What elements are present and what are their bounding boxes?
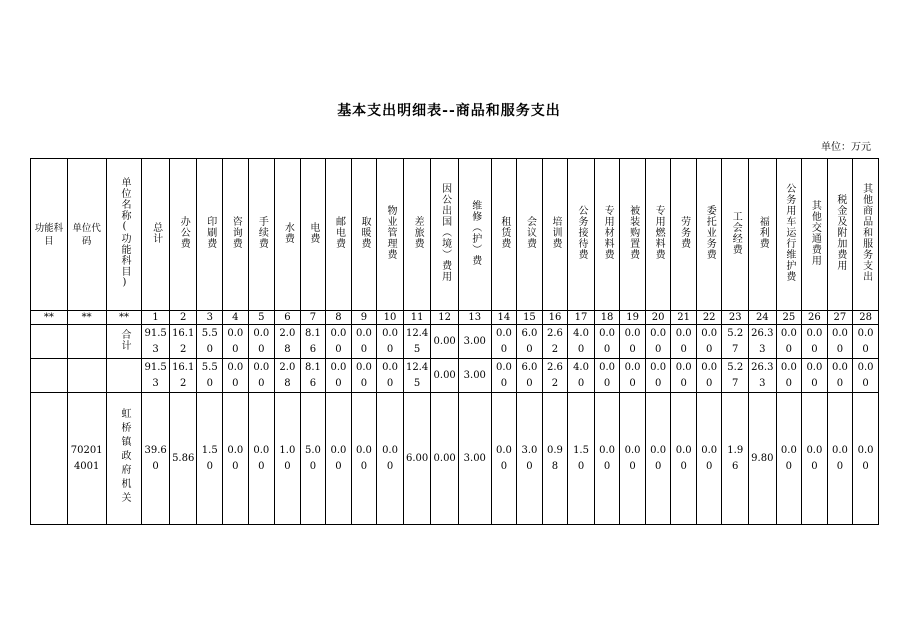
table-cell	[458, 359, 491, 393]
table-cell	[169, 393, 197, 525]
cell-value: 4.00	[573, 361, 589, 389]
cell-value: 0.00	[650, 327, 667, 355]
cell-value: 0.00	[624, 444, 641, 472]
column-header	[142, 159, 170, 311]
column-header-label: 物业管理费	[385, 205, 397, 260]
cell-value: 0.00	[624, 361, 641, 389]
table-row	[31, 359, 879, 393]
cell-value: 0.00	[857, 361, 874, 389]
cell-value: 3.00	[463, 335, 486, 347]
column-header	[458, 159, 491, 311]
table-cell	[326, 359, 352, 393]
cell-value: 5.50	[201, 361, 218, 389]
table-header-row	[31, 159, 879, 311]
table-cell	[67, 359, 106, 393]
column-index-cell: 8	[326, 311, 352, 325]
table-cell	[491, 393, 517, 525]
cell-value: 1.50	[201, 444, 218, 472]
column-header-label: 其他交通费用	[809, 199, 821, 266]
cell-value: 39.60	[144, 444, 167, 472]
column-index-cell: 15	[517, 311, 543, 325]
table-cell	[223, 359, 249, 393]
table-cell	[671, 325, 697, 359]
cell-value: 2.08	[279, 361, 296, 389]
column-header	[776, 159, 802, 311]
table-cell	[749, 359, 777, 393]
column-index-cell: 13	[458, 311, 491, 325]
table-cell	[142, 359, 170, 393]
cell-value: 0.00	[831, 327, 848, 355]
cell-value: 0.00	[806, 327, 823, 355]
table-cell	[645, 359, 671, 393]
table-cell	[248, 393, 275, 525]
table-cell	[568, 325, 595, 359]
column-index-cell: 19	[620, 311, 646, 325]
cell-value: 0.00	[330, 361, 347, 389]
cell-value: 6.00	[521, 361, 538, 389]
column-index-cell: 1	[142, 311, 170, 325]
table-cell	[594, 393, 620, 525]
table-cell	[620, 325, 646, 359]
column-index-cell: 27	[827, 311, 853, 325]
table-cell	[853, 359, 879, 393]
table-cell	[403, 393, 431, 525]
table-cell	[645, 393, 671, 525]
table-cell	[223, 325, 249, 359]
column-header	[671, 159, 697, 311]
cell-value: 0.00	[382, 444, 398, 472]
column-index-cell: 3	[197, 311, 223, 325]
table-cell	[275, 325, 301, 359]
table-cell	[517, 393, 543, 525]
column-header	[722, 159, 749, 311]
column-header	[853, 159, 879, 311]
column-header	[248, 159, 275, 311]
cell-value: 0.00	[356, 361, 372, 389]
column-header-label: 维修（护）费	[469, 199, 481, 266]
column-header-label: 专用材料费	[602, 205, 614, 260]
column-header-label: 公务接待费	[576, 205, 588, 260]
table-cell	[31, 393, 68, 525]
cell-value: 0.98	[547, 444, 563, 472]
table-cell	[326, 325, 352, 359]
cell-value: 0.00	[857, 327, 874, 355]
table-cell	[458, 393, 491, 525]
cell-value: 2.08	[279, 327, 296, 355]
cell-value: 2.62	[547, 361, 563, 389]
cell-value: 0.00	[806, 361, 823, 389]
column-header-label: 其他商品和服务支出	[860, 183, 872, 282]
column-header-label: 办公费	[178, 216, 190, 249]
table-cell	[594, 359, 620, 393]
table-cell	[517, 325, 543, 359]
column-header	[31, 159, 68, 311]
table-cell	[722, 325, 749, 359]
cell-value: 0.00	[831, 361, 848, 389]
table-cell	[169, 325, 197, 359]
table-cell	[722, 359, 749, 393]
cell-value: 0.00	[831, 444, 848, 472]
column-index-cell: 28	[853, 311, 879, 325]
column-index-row	[31, 311, 879, 325]
table-cell	[568, 359, 595, 393]
column-header	[568, 159, 595, 311]
cell-value: 0.00	[227, 361, 244, 389]
cell-value: 91.53	[144, 361, 167, 389]
cell-value: 0.00	[253, 444, 270, 472]
table-cell	[696, 359, 722, 393]
column-index-cell: 12	[431, 311, 459, 325]
page-title: 基本支出明细表--商品和服务支出	[337, 103, 561, 119]
table-cell	[431, 393, 459, 525]
column-header	[197, 159, 223, 311]
column-header-label: 电费	[307, 221, 319, 244]
column-index-cell: 7	[300, 311, 326, 325]
cell-value: 0.00	[857, 444, 874, 472]
cell-value: 12.45	[405, 361, 429, 389]
column-index-cell: **	[67, 311, 106, 325]
cell-value: 0.00	[701, 327, 718, 355]
cell-value: 0.00	[675, 327, 692, 355]
table-cell	[300, 359, 326, 393]
table-cell	[853, 325, 879, 359]
table-cell	[300, 393, 326, 525]
cell-value: 0.00	[780, 361, 797, 389]
cell-value: 5.86	[172, 452, 195, 464]
cell-value: 0.00	[382, 327, 398, 355]
column-index-cell: 22	[696, 311, 722, 325]
column-header	[645, 159, 671, 311]
table-cell	[776, 393, 802, 525]
cell-value: 6.00	[521, 327, 538, 355]
column-header-label: 专用燃料费	[653, 205, 665, 260]
column-index-cell: 21	[671, 311, 697, 325]
table-cell	[696, 325, 722, 359]
table-cell	[326, 393, 352, 525]
table-cell	[351, 325, 377, 359]
cell-value: 16.12	[172, 361, 195, 389]
cell-value: 5.27	[727, 361, 744, 389]
table-cell	[169, 359, 197, 393]
cell-value: 0.00	[780, 327, 797, 355]
column-index-cell: 16	[542, 311, 568, 325]
cell-value: 1.00	[279, 444, 296, 472]
table-cell	[106, 325, 142, 359]
cell-value: 1.50	[573, 444, 589, 472]
column-header	[275, 159, 301, 311]
cell-value: 5.27	[727, 327, 744, 355]
cell-value: 91.53	[144, 327, 167, 355]
table-cell	[517, 359, 543, 393]
table-cell	[275, 393, 301, 525]
cell-value: 合计	[118, 328, 130, 351]
table-cell	[645, 325, 671, 359]
cell-value: 0.00	[330, 327, 347, 355]
column-index-cell: 6	[275, 311, 301, 325]
cell-value: 3.00	[463, 452, 486, 464]
table-cell	[377, 325, 404, 359]
cell-value: 1.96	[727, 444, 744, 472]
column-header	[326, 159, 352, 311]
cell-value: 12.45	[405, 327, 429, 355]
table-cell	[827, 359, 853, 393]
table-cell	[197, 359, 223, 393]
table-cell	[106, 359, 142, 393]
table-cell	[431, 359, 459, 393]
column-header	[696, 159, 722, 311]
column-header-label: 被装购置费	[627, 205, 639, 260]
cell-value: 0.00	[253, 361, 270, 389]
column-index-cell: 4	[223, 311, 249, 325]
table-cell	[458, 325, 491, 359]
cell-value: 0.00	[624, 327, 641, 355]
table-cell	[749, 325, 777, 359]
column-header-label: 福利费	[757, 216, 769, 249]
table-cell	[853, 393, 879, 525]
cell-value: 0.00	[433, 452, 456, 464]
table-cell	[620, 393, 646, 525]
column-header	[169, 159, 197, 311]
cell-value: 5.00	[304, 444, 321, 472]
table-cell	[223, 393, 249, 525]
column-header	[827, 159, 853, 311]
table-cell	[142, 325, 170, 359]
cell-value: 0.00	[356, 444, 372, 472]
column-index-cell: 26	[802, 311, 828, 325]
table-cell	[722, 393, 749, 525]
cell-value: 0.00	[650, 444, 667, 472]
table-cell	[403, 325, 431, 359]
column-index-cell: 24	[749, 311, 777, 325]
table-cell	[275, 359, 301, 393]
table-cell	[351, 359, 377, 393]
cell-value: 8.16	[304, 361, 321, 389]
column-header-label: 水费	[282, 221, 294, 244]
table-cell	[827, 393, 853, 525]
table-cell	[403, 359, 431, 393]
table-cell	[491, 325, 517, 359]
table-cell	[248, 359, 275, 393]
column-header	[106, 159, 142, 311]
table-cell	[776, 325, 802, 359]
column-header-label: 税金及附加费用	[834, 194, 846, 271]
cell-value: 0.00	[495, 361, 512, 389]
column-header-label: 功能科目	[34, 222, 64, 247]
column-header-label: 因公出国（境）费用	[439, 183, 451, 282]
cell-value: 0.00	[701, 361, 718, 389]
table-cell	[351, 393, 377, 525]
table-cell	[802, 359, 828, 393]
cell-value: 0.00	[495, 327, 512, 355]
table-cell	[300, 325, 326, 359]
table-cell	[67, 393, 106, 525]
column-index-cell: 20	[645, 311, 671, 325]
expense-detail-table	[30, 158, 879, 525]
table-cell	[431, 325, 459, 359]
column-header-label: 会议费	[524, 216, 536, 249]
cell-value: 0.00	[330, 444, 347, 472]
table-cell	[620, 359, 646, 393]
cell-value: 4.00	[573, 327, 589, 355]
column-header-label: 取暖费	[358, 216, 370, 249]
cell-value: 9.80	[751, 452, 774, 464]
column-header	[377, 159, 404, 311]
column-header	[749, 159, 777, 311]
cell-value: 3.00	[521, 444, 538, 472]
cell-value: 2.62	[547, 327, 563, 355]
cell-value: 0.00	[599, 361, 616, 389]
table-cell	[142, 393, 170, 525]
table-cell	[749, 393, 777, 525]
column-header	[620, 159, 646, 311]
table-cell	[542, 359, 568, 393]
column-header	[542, 159, 568, 311]
column-header-label: 印刷费	[204, 216, 216, 249]
table-row	[31, 393, 879, 525]
column-header-label: 委托业务费	[704, 205, 716, 260]
column-index-cell: 23	[722, 311, 749, 325]
column-header	[223, 159, 249, 311]
table-row	[31, 325, 879, 359]
table-cell	[671, 359, 697, 393]
column-index-cell: 11	[403, 311, 431, 325]
column-header-label: 培训费	[549, 216, 561, 249]
column-index-cell: **	[31, 311, 68, 325]
column-header	[403, 159, 431, 311]
table-cell	[776, 359, 802, 393]
cell-value: 16.12	[172, 327, 195, 355]
cell-value: 0.00	[599, 444, 616, 472]
table-cell	[67, 325, 106, 359]
cell-value: 0.00	[650, 361, 667, 389]
cell-value: 0.00	[780, 444, 797, 472]
column-header-label: 差旅费	[412, 216, 424, 249]
table-cell	[197, 325, 223, 359]
column-header-label: 邮电费	[333, 216, 345, 249]
column-header	[431, 159, 459, 311]
column-index-cell: 9	[351, 311, 377, 325]
column-header-label: 单位代码	[72, 222, 101, 247]
column-header-label: 总计	[150, 221, 162, 244]
cell-value: 702014001	[70, 444, 103, 472]
table-cell	[671, 393, 697, 525]
table-cell	[802, 393, 828, 525]
cell-value: 0.00	[806, 444, 823, 472]
column-header-label: 单位名称(功能科目)	[118, 176, 130, 289]
cell-value: 26.33	[751, 327, 774, 355]
cell-value: 5.50	[201, 327, 218, 355]
cell-value: 0.00	[495, 444, 512, 472]
column-header	[351, 159, 377, 311]
table-cell	[248, 325, 275, 359]
table-cell	[542, 393, 568, 525]
table-cell	[568, 393, 595, 525]
column-header-label: 公务用车运行维护费	[783, 183, 795, 282]
column-header-label: 手续费	[256, 216, 268, 249]
unit-label: 单位：万元	[821, 142, 871, 153]
column-index-cell: 5	[248, 311, 275, 325]
column-header-label: 咨询费	[230, 216, 242, 249]
column-index-cell: **	[106, 311, 142, 325]
cell-value: 0.00	[675, 361, 692, 389]
table-cell	[696, 393, 722, 525]
column-header	[67, 159, 106, 311]
cell-value: 26.33	[751, 361, 774, 389]
cell-value: 0.00	[433, 369, 456, 381]
column-index-cell: 18	[594, 311, 620, 325]
table-cell	[197, 393, 223, 525]
table-cell	[542, 325, 568, 359]
column-index-cell: 17	[568, 311, 595, 325]
column-header	[517, 159, 543, 311]
cell-value: 3.00	[463, 369, 486, 381]
cell-value: 8.16	[304, 327, 321, 355]
cell-value: 6.00	[405, 452, 429, 464]
column-header-label: 租赁费	[498, 216, 510, 249]
table-cell	[491, 359, 517, 393]
column-index-cell: 2	[169, 311, 197, 325]
cell-value: 0.00	[227, 444, 244, 472]
column-header-label: 工会经费	[730, 210, 742, 255]
column-header-label: 劳务费	[678, 216, 690, 249]
table-cell	[827, 325, 853, 359]
table-cell	[31, 325, 68, 359]
column-index-cell: 25	[776, 311, 802, 325]
column-header	[594, 159, 620, 311]
table-cell	[31, 359, 68, 393]
column-header	[491, 159, 517, 311]
cell-value: 0.00	[675, 444, 692, 472]
cell-value: 0.00	[701, 444, 718, 472]
column-index-cell: 14	[491, 311, 517, 325]
table-cell	[106, 393, 142, 525]
table-cell	[594, 325, 620, 359]
column-header	[300, 159, 326, 311]
cell-value: 0.00	[599, 327, 616, 355]
table-cell	[377, 393, 404, 525]
cell-value: 0.00	[433, 335, 456, 347]
table-cell	[802, 325, 828, 359]
column-index-cell: 10	[377, 311, 404, 325]
cell-value: 0.00	[382, 361, 398, 389]
cell-value: 虹桥镇政府机关	[118, 407, 130, 506]
cell-value: 0.00	[253, 327, 270, 355]
column-header	[802, 159, 828, 311]
cell-value: 0.00	[356, 327, 372, 355]
table-cell	[377, 359, 404, 393]
cell-value: 0.00	[227, 327, 244, 355]
